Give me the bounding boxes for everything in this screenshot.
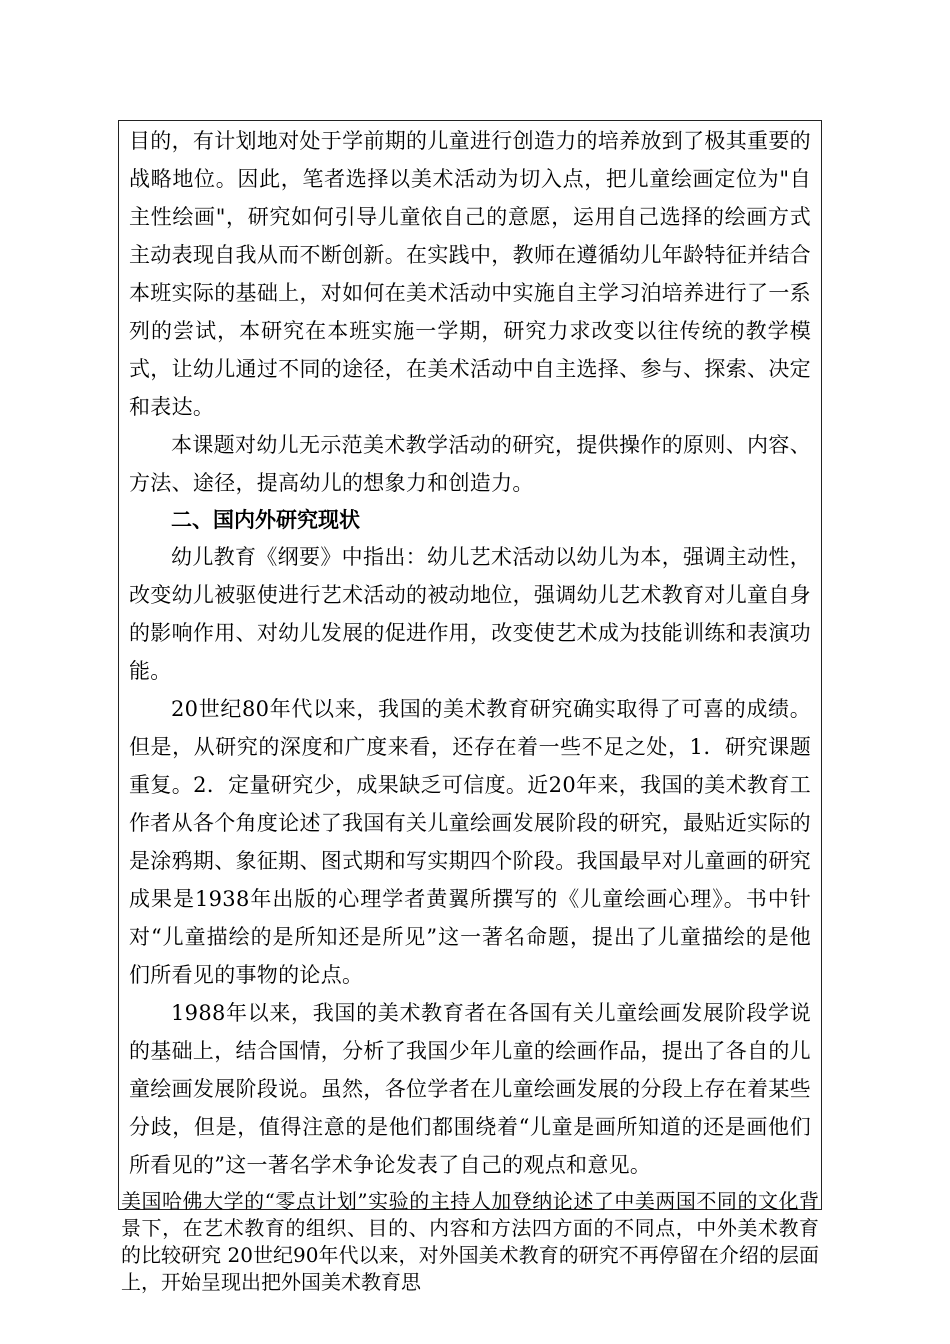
body-paragraph: 目的，有计划地对处于学前期的儿童进行创造力的培养放到了极其重要的战略地位。因此，笔者选择以美术活动为切入点，把儿童绘画定位为"自主性绘画"，研究如何引导儿童依自己的意愿，运用自己选择的绘画方式主动表现自我从而不断创新。在实践中，教师在遵循幼儿年龄特征并结合本班实际的基础上，对如何在美术活动中实施自主学习泊培养进行了一系列的尝试，本研究在本班实施一学期，研究力求改变以往传统的教学模式，让幼儿通过不同的途径，在美术活动中自主选择、参与、探索、决定和表达。: [129, 129, 811, 419]
body-paragraph: 本课题对幼儿无示范美术教学活动的研究，提供操作的原则、内容、方法、途径，提高幼儿的想象力和创造力。: [129, 433, 811, 495]
body-paragraph: 1988年以来，我国的美术教育者在各国有关儿童绘画发展阶段学说的基础上，结合国情，分析了我国少年儿童的绘画作品，提出了各自的儿童绘画发展阶段说。虽然，各位学者在儿童绘画发展的分段上存在着某些分歧，但是，值得注意的是他们都围绕着“儿童是画所知道的还是画他们所看见的”这一著名学术争论发表了自己的观点和意见。: [129, 1001, 811, 1177]
closing-paragraph: 美国哈佛大学的“零点计划”实验的主持人加登纳论述了中美两国不同的文化背景下，在艺术教育的组织、目的、内容和方法四方面的不同点，中外美术教育的比较研究 20世纪90年代以来，对外国美术教育的研究不再停留在介绍的层面上，开始呈现出把外国美术教育思: [121, 1189, 819, 1294]
body-paragraph: 幼儿教育《纲要》中指出：幼儿艺术活动以幼儿为本，强调主动性，改变幼儿被驱使进行艺术活动的被动地位，强调幼儿艺术教育对儿童自身的影响作用、对幼儿发展的促进作用，改变使艺术成为技能训练和表演功能。: [129, 545, 811, 683]
content-frame: [118, 120, 822, 1294]
body-paragraph: 20世纪80年代以来，我国的美术教育研究确实取得了可喜的成绩。但是，从研究的深度和广度来看，还存在着一些不足之处，1．研究课题重复。2．定量研究少，成果缺乏可信度。近20年来，我国的美术教育工作者从各个角度论述了我国有关儿童绘画发展阶段的研究，最贴近实际的是涂鸦期、象征期、图式期和写实期四个阶段。我国最早对儿童画的研究成果是1938年出版的心理学者黄翼所撰写的《儿童绘画心理》。书中针对“儿童描绘的是所知还是所见”这一著名命题，提出了儿童描绘的是他们所看见的事物的论点。: [129, 697, 811, 987]
section-heading: 二、国内外研究现状: [171, 508, 360, 532]
